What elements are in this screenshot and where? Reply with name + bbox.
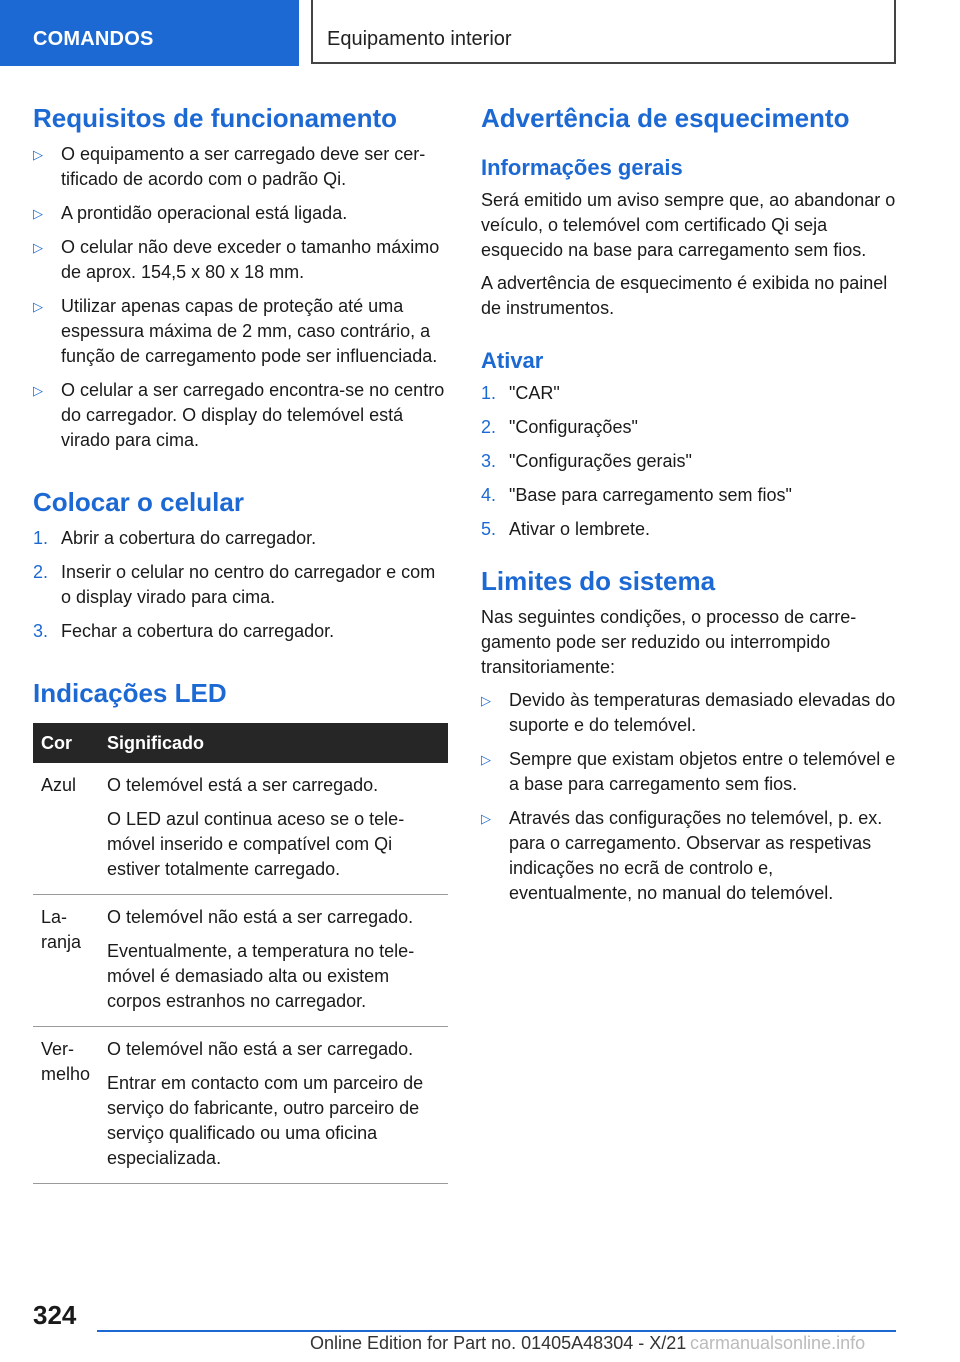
ativar-steps: [481, 381, 896, 542]
limites-list: [481, 688, 896, 906]
step-number: 3.: [481, 451, 497, 471]
triangle-bullet-icon: ▷: [481, 693, 491, 708]
triangle-bullet-icon: ▷: [481, 811, 491, 826]
step-item: 2. Inserir o celular no centro do carregador e com o display virado para cima.: [33, 562, 436, 607]
column-header-cor: Cor: [33, 723, 99, 763]
step-number: 2.: [33, 562, 49, 582]
list-item: ▷ A prontidão operacional está ligada.: [33, 201, 448, 226]
step-item: 4. "Base para carregamento sem fios": [481, 483, 896, 508]
list-item: ▷ Devido às temperaturas demasiado elevadas do suporte e do telemóvel.: [481, 690, 896, 735]
step-item: 3. Fechar a cobertura do carregador.: [33, 619, 448, 644]
list-item: ▷ O celular a ser carregado encontra-se no centro do carregador. O display do telemóvel está virado para cima.: [33, 380, 445, 450]
page-number: 324: [33, 1300, 77, 1330]
triangle-bullet-icon: ▷: [33, 383, 43, 398]
colocar-steps: [33, 526, 448, 644]
cell-cor: Vermelho: [33, 1027, 99, 1184]
right-column: [481, 100, 896, 915]
list-item: ▷ Através das configurações no telemóvel, p. ex. para o carregamento. Observar as respetivas indicações no ecrã de controlo e, eventualmente, no manual do telemóvel.: [481, 808, 883, 903]
paragraph: A advertência de esquecimento é exibida no painel de instrumentos.: [481, 273, 888, 318]
chapter-title: Equipamento interior: [311, 0, 896, 64]
page-header: [0, 0, 960, 66]
watermark: carmanualsonline.info: [690, 1333, 866, 1353]
heading-led: Indicações LED: [33, 678, 227, 708]
cell-cor: Laranja: [33, 895, 99, 1027]
paragraph: Nas seguintes condições, o processo de carregamento pode ser reduzido ou interrompido transitoriamente:: [481, 607, 857, 677]
step-number: 5.: [481, 519, 497, 539]
triangle-bullet-icon: ▷: [33, 206, 43, 221]
subheading-informacoes: Informações gerais: [481, 155, 683, 180]
footer-edition: Online Edition for Part no. 01405A48304 - X/21: [310, 1333, 687, 1353]
step-item: 2. "Configurações": [481, 415, 896, 440]
step-number: 2.: [481, 417, 497, 437]
step-item: 1. "CAR": [481, 381, 896, 406]
cell-significado: O telemóvel não está a ser carregado. Eventualmente, a temperatura no telemóvel é demasiado alta ou existem corpos estranhos no carregador.: [99, 895, 448, 1027]
heading-limites: Limites do sistema: [481, 566, 716, 596]
left-column: [33, 100, 448, 1184]
step-number: 3.: [33, 621, 49, 641]
column-header-significado: Significado: [99, 723, 448, 763]
heading-colocar: Colocar o celular: [33, 487, 244, 517]
cell-cor: Azul: [33, 763, 99, 895]
step-number: 1.: [33, 528, 49, 548]
step-number: 1.: [481, 383, 497, 403]
triangle-bullet-icon: ▷: [481, 752, 491, 767]
list-item: ▷ O celular não deve exceder o tamanho máximo de aprox. 154,5 x 80 x 18 mm.: [33, 237, 440, 282]
step-item: 3. "Configurações gerais": [481, 449, 896, 474]
step-number: 4.: [481, 485, 497, 505]
cell-significado: O telemóvel não está a ser carregado. Entrar em contacto com um parceiro de serviço do fabricante, outro parceiro de serviço qualificado ou uma oficina especializada.: [99, 1027, 448, 1184]
cell-significado: O telemóvel está a ser carregado. O LED azul continua aceso se o telemóvel inserido e compatível com Qi estiver totalmente carregado.: [99, 763, 448, 895]
heading-requisitos: Requisitos de funcionamento: [33, 103, 398, 133]
triangle-bullet-icon: ▷: [33, 299, 43, 314]
table-row: [33, 1027, 448, 1184]
list-item: ▷ Utilizar apenas capas de proteção até uma espessura máxima de 2 mm, caso contrário, a função de carregamento pode ser influenciada.: [33, 296, 438, 366]
requisitos-list: [33, 142, 448, 453]
table-row: [33, 895, 448, 1027]
led-table: [33, 723, 448, 1184]
table-row: [33, 763, 448, 895]
subheading-ativar: Ativar: [481, 348, 544, 373]
list-item: ▷ O equipamento a ser carregado deve ser certificado de acordo com o padrão Qi.: [33, 144, 426, 189]
footer-rule: [97, 1330, 896, 1332]
table-header-row: [33, 723, 448, 763]
triangle-bullet-icon: ▷: [33, 147, 43, 162]
paragraph: Será emitido um aviso sempre que, ao abandonar o veículo, o telemóvel com certificado Qi seja esquecido na base para carregamento sem fios.: [481, 190, 896, 260]
section-tab: COMANDOS: [0, 0, 299, 66]
step-item: 5. Ativar o lembrete.: [481, 517, 896, 542]
list-item: ▷ Sempre que existam objetos entre o telemóvel e a base para carregamento sem fios.: [481, 749, 896, 794]
heading-advertencia: Advertência de esquecimento: [481, 103, 850, 133]
step-item: 1. Abrir a cobertura do carregador.: [33, 526, 448, 551]
triangle-bullet-icon: ▷: [33, 240, 43, 255]
